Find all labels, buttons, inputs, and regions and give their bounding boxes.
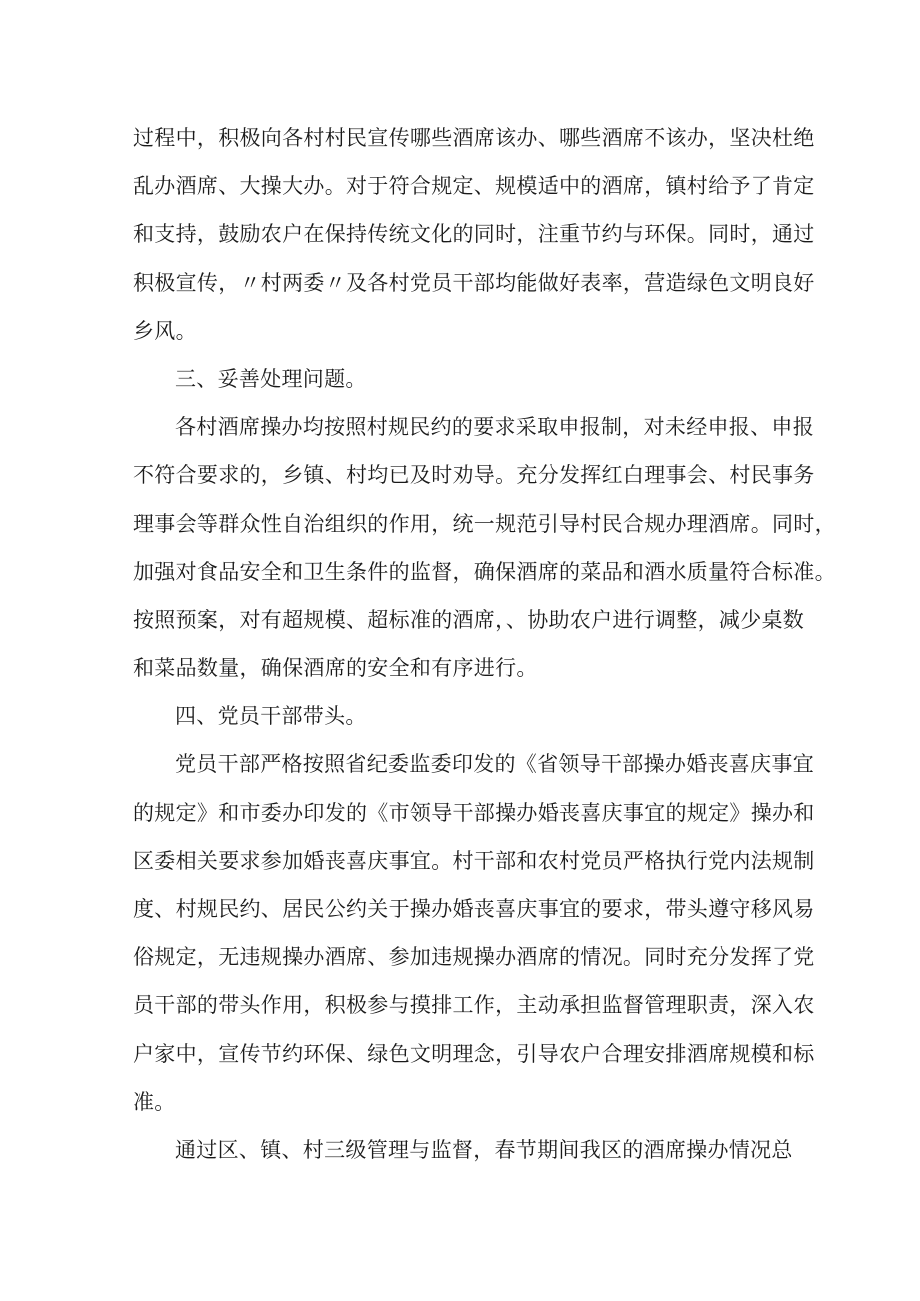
- section-heading-3: 三、妥善处理问题。: [175, 366, 367, 391]
- document-body: [133, 114, 836, 1174]
- text-line: 区委相关要求参加婚丧喜庆事宜。村干部和农村党员严格执行党内法规制: [133, 848, 815, 873]
- text-line: 和菜品数量，确保酒席的安全和有序进行。: [133, 656, 538, 681]
- text-line: 理事会等群众性自治组织的作用，统一规范引导村民合规办理酒席。同时，: [133, 511, 836, 536]
- text-line: 按照预案，对有超规模、超标准的酒席，、协助农户进行调整，减少桌数: [133, 607, 805, 632]
- text-line: 各村酒席操办均按照村规民约的要求采取申报制，对未经申报、申报: [175, 415, 814, 440]
- section-heading-4: 四、党员干部带头。: [175, 704, 367, 729]
- text-line: 度、村规民约、居民公约关于操办婚丧喜庆事宜的要求，带头遵守移风易: [133, 897, 815, 921]
- text-line: 和支持，鼓励农户在保持传统文化的同时，注重节约与环保。同时，通过: [133, 222, 815, 247]
- text-line: 户家中，宣传节约环保、绿色文明理念，引导农户合理安排酒席规模和标: [133, 1041, 815, 1066]
- text-line: 员干部的带头作用，积极参与摸排工作，主动承担监督管理职责，深入农: [133, 993, 815, 1018]
- text-line: 加强对食品安全和卫生条件的监督，确保酒席的菜品和酒水质量符合标准。: [133, 559, 836, 584]
- text-line: 的规定》和市委办印发的《市领导干部操办婚丧喜庆事宜的规定》操办和: [133, 800, 815, 825]
- text-line: 乡风。: [133, 318, 197, 343]
- text-line: 积极宣传，〃村两委〃及各村党员干部均能做好表率，营造绿色文明良好: [133, 270, 815, 295]
- text-line: 俗规定，无违规操办酒席、参加违规操办酒席的情况。同时充分发挥了党: [133, 945, 815, 970]
- text-line: 过程中，积极向各村村民宣传哪些酒席该办、哪些酒席不该办，坚决杜绝: [133, 126, 815, 150]
- text-line: 不符合要求的，乡镇、村均已及时劝导。充分发挥红白理事会、村民事务: [133, 463, 815, 488]
- text-line: 准。: [133, 1089, 176, 1114]
- text-line: 通过区、镇、村三级管理与监督，春节期间我区的酒席操办情况总: [175, 1137, 793, 1162]
- text-line: 乱办酒席、大操大办。对于符合规定、规模适中的酒席，镇村给予了肯定: [133, 174, 815, 199]
- text-line: 党员干部严格按照省纪委监委印发的《省领导干部操办婚丧喜庆事宜: [175, 752, 814, 777]
